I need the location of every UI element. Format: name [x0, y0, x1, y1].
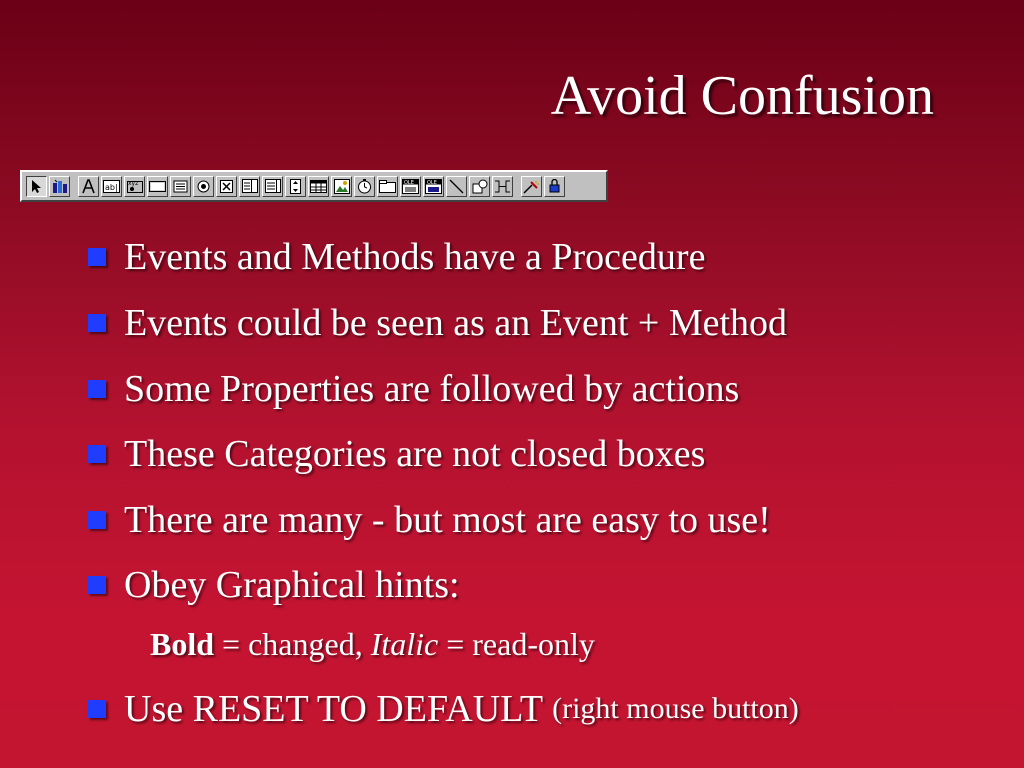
list-box-icon[interactable]: [262, 176, 283, 197]
bullet-note: (right mouse button): [552, 692, 799, 725]
slide-title: Avoid Confusion: [550, 65, 934, 127]
bullet-text: Events and Methods have a Procedure: [124, 236, 706, 278]
bullet-text: There are many - but most are easy to use!: [124, 499, 771, 541]
bullet-text: These Categories are not closed boxes: [124, 433, 706, 475]
timer-icon[interactable]: [354, 176, 375, 197]
combo-box-icon[interactable]: [239, 176, 260, 197]
bullet-marker: [88, 380, 106, 398]
bullet-item: [88, 435, 705, 473]
bold-hint-text: = changed,: [214, 626, 371, 662]
radio-button-icon[interactable]: [193, 176, 214, 197]
control-toolbox: [20, 170, 608, 202]
textbox-icon[interactable]: [101, 176, 122, 197]
unbound-object-icon[interactable]: [423, 176, 444, 197]
sub-bullet-hint: [150, 628, 595, 660]
table-icon[interactable]: [308, 176, 329, 197]
pointer-icon[interactable]: [26, 176, 47, 197]
bullet-marker: [88, 445, 106, 463]
bullet-item: [88, 370, 739, 408]
frame-icon[interactable]: [377, 176, 398, 197]
svg-text:xyz: xyz: [127, 180, 138, 187]
toggle-button-icon[interactable]: [147, 176, 168, 197]
more-controls-icon[interactable]: [521, 176, 542, 197]
line-icon[interactable]: [446, 176, 467, 197]
label-icon[interactable]: [78, 176, 99, 197]
bullet-item: [88, 501, 771, 539]
shapes-icon[interactable]: [469, 176, 490, 197]
command-button-icon[interactable]: [285, 176, 306, 197]
option-group-icon[interactable]: [124, 176, 145, 197]
bullet-item: [88, 566, 460, 604]
bullet-marker: [88, 511, 106, 529]
bullet-marker: [88, 576, 106, 594]
bullet-text: Obey Graphical hints:: [124, 564, 460, 606]
bullet-marker: [88, 248, 106, 266]
bound-object-icon[interactable]: [400, 176, 421, 197]
bullet-marker: [88, 700, 106, 718]
svg-text:ab|: ab|: [105, 182, 118, 192]
bold-hint-word: Bold: [150, 626, 215, 662]
check-box-icon[interactable]: [216, 176, 237, 197]
bullet-item: [88, 304, 787, 342]
svg-text:OLE: OLE: [404, 179, 414, 186]
bullet-marker: [88, 314, 106, 332]
wizard-icon[interactable]: [49, 176, 70, 197]
italic-hint-text: = read-only: [438, 626, 595, 662]
bullet-text: Use RESET TO DEFAULT: [124, 688, 544, 730]
subform-icon[interactable]: [492, 176, 513, 197]
lock-icon[interactable]: [544, 176, 565, 197]
bullet-item: [88, 238, 705, 276]
bullet-item: [88, 690, 799, 728]
option-button-icon[interactable]: [170, 176, 191, 197]
svg-text:OLE: OLE: [427, 179, 437, 186]
image-icon[interactable]: [331, 176, 352, 197]
bullet-text: Some Properties are followed by actions: [124, 368, 740, 410]
italic-hint-word: Italic: [370, 626, 439, 662]
bullet-text: Events could be seen as an Event + Method: [124, 302, 788, 344]
